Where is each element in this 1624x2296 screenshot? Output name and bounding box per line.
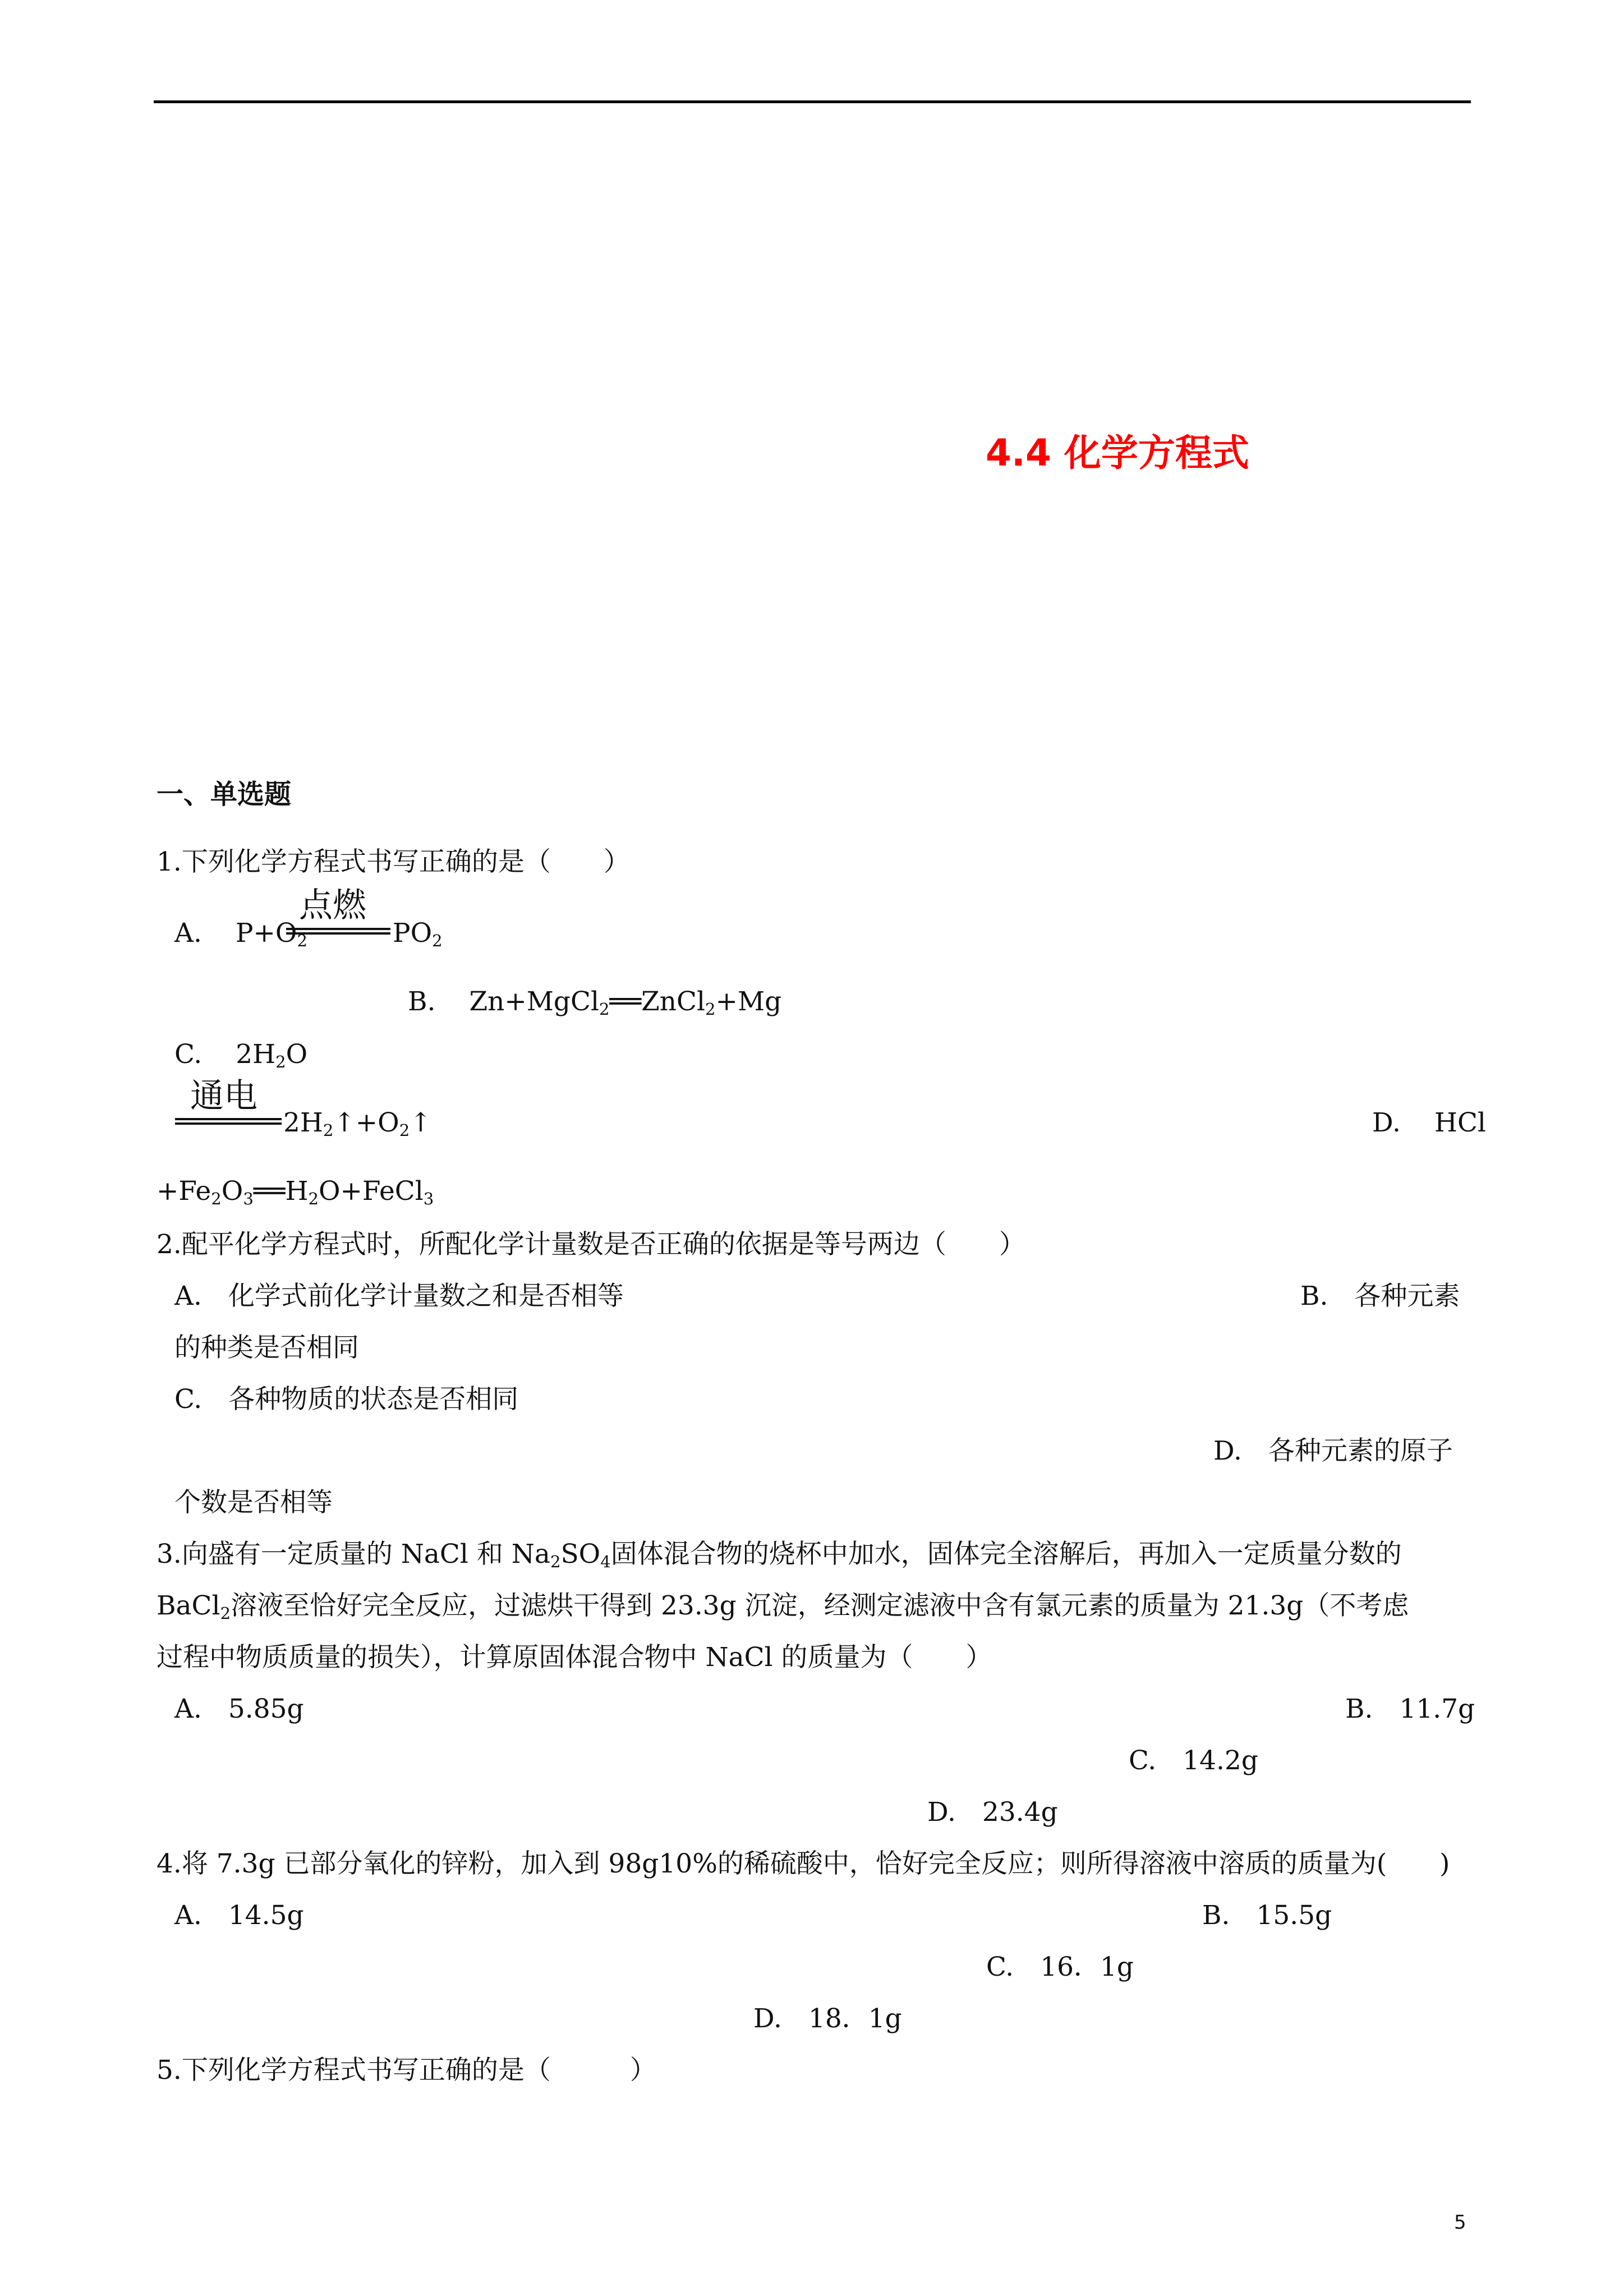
- question-4-stem: 4.将 7.3g 已部分氧化的锌粉，加入到 98g10%的稀硫酸中，恰好完全反应；则所得溶液中溶质的质量为( ): [157, 1848, 1450, 1879]
- q1-c-text: 2H: [236, 1039, 276, 1070]
- q1-option-a: [174, 920, 307, 949]
- q1-d-text: H: [285, 1176, 309, 1207]
- q1-c-equals: [175, 1118, 282, 1125]
- q1-a-sub: 2: [297, 931, 307, 951]
- q1-c-text: ↑+O: [333, 1107, 399, 1138]
- q1-d-sub: 2: [308, 1189, 319, 1209]
- q1-option-c-label: C.: [174, 1039, 203, 1070]
- q1-c-sub: 2: [275, 1052, 286, 1072]
- q1-a-condition: 点燃: [299, 886, 366, 925]
- q3-text: SO: [560, 1539, 601, 1570]
- q1-b-text: +Mg: [715, 986, 782, 1017]
- q2-option-d: D. 各种元素的原子: [1213, 1435, 1453, 1466]
- q1-b-equals: ══: [609, 986, 642, 1017]
- q1-b-text: Zn+MgCl: [469, 986, 599, 1017]
- q3-option-d: D. 23.4g: [927, 1797, 1058, 1828]
- q1-c-sub: 2: [323, 1121, 334, 1140]
- q2-option-a: A. 化学式前化学计量数之和是否相等: [174, 1281, 624, 1312]
- q3-option-b: B. 11.7g: [1345, 1694, 1475, 1724]
- q4-option-a: A. 14.5g: [174, 1900, 304, 1931]
- q1-d-sub: 3: [423, 1189, 434, 1209]
- q4-option-d: D. 18．1g: [753, 2003, 902, 2034]
- q1-option-d: [1372, 1107, 1486, 1138]
- question-3-stem-line3: 过程中物质质量的损失），计算原固体混合物中 NaCl 的质量为（ ）: [157, 1642, 992, 1673]
- question-3-stem-line1: [157, 1541, 1402, 1570]
- section-heading: 一、单选题: [157, 779, 292, 810]
- q1-b-sub: 2: [705, 1000, 716, 1019]
- q3-option-a: A. 5.85g: [174, 1694, 304, 1724]
- q1-a-rhs: [393, 920, 443, 949]
- q4-option-c: C. 16．1g: [986, 1952, 1134, 1982]
- q1-d-sub: 3: [243, 1189, 254, 1209]
- q1-c-text: O: [286, 1039, 308, 1070]
- document-title: 4.4 化学方程式: [986, 431, 1249, 475]
- q1-a-lhs: P+O: [235, 918, 297, 949]
- q3-sub: 4: [600, 1552, 611, 1572]
- q1-option-a-label: A.: [174, 918, 202, 949]
- q2-option-c: C. 各种物质的状态是否相同: [174, 1384, 519, 1415]
- q2-option-d-cont: 个数是否相等: [174, 1487, 333, 1518]
- header-rule: [154, 100, 1471, 103]
- q1-b-sub: 2: [599, 1000, 610, 1019]
- q1-option-b-label: B.: [408, 986, 436, 1017]
- question-3-stem-line2: [157, 1590, 1409, 1623]
- q1-d-text: HCl: [1434, 1107, 1486, 1138]
- q4-option-b: B. 15.5g: [1202, 1900, 1332, 1931]
- q1-a-product: PO: [393, 918, 433, 949]
- q1-c-sub: 2: [399, 1121, 410, 1140]
- q1-b-text: ZnCl: [641, 986, 706, 1017]
- question-1-stem: 1.下列化学方程式书写正确的是（ ）: [157, 846, 630, 877]
- q1-c-text: ↑: [410, 1107, 432, 1138]
- q3-option-c: C. 14.2g: [1129, 1745, 1258, 1776]
- q3-sub: 2: [550, 1552, 561, 1572]
- q1-d-text: +Fe: [157, 1176, 211, 1207]
- q1-c-rhs: [283, 1107, 432, 1140]
- page-number: 5: [1454, 2211, 1466, 2234]
- q1-option-c: [174, 1041, 307, 1070]
- q3-text: 固体混合物的烧杯中加水，固体完全溶解后，再加入一定质量分数的: [610, 1539, 1402, 1570]
- q3-text: BaCl: [157, 1590, 220, 1621]
- q2-option-b-cont: 的种类是否相同: [174, 1332, 359, 1363]
- q1-option-d-label: D.: [1372, 1107, 1401, 1138]
- q1-option-d-cont: [157, 1178, 434, 1207]
- question-5-stem: 5.下列化学方程式书写正确的是（ ）: [157, 2055, 656, 2086]
- q1-option-b: [408, 988, 781, 1018]
- q1-c-text: 2H: [283, 1107, 323, 1138]
- q1-d-text: O: [221, 1176, 243, 1207]
- q1-c-condition: 通电: [190, 1076, 257, 1116]
- q1-a-equals: [286, 928, 390, 935]
- q1-d-text: O+FeCl: [318, 1176, 424, 1207]
- q3-text: 溶液至恰好完全反应，过滤烘干得到 23.3g 沉淀，经测定滤液中含有氯元素的质量为 21.3g（不考虑: [231, 1590, 1409, 1621]
- q2-option-b: B. 各种元素: [1300, 1281, 1460, 1312]
- q3-text: 3.向盛有一定质量的 NaCl 和 Na: [157, 1539, 550, 1570]
- q3-sub: 2: [220, 1604, 231, 1623]
- question-2-stem: 2.配平化学方程式时，所配化学计量数是否正确的依据是等号两边（ ）: [157, 1229, 1025, 1260]
- q1-d-sub: 2: [211, 1189, 222, 1209]
- q1-a-product-sub: 2: [432, 931, 443, 951]
- q1-d-equals: ══: [253, 1176, 286, 1207]
